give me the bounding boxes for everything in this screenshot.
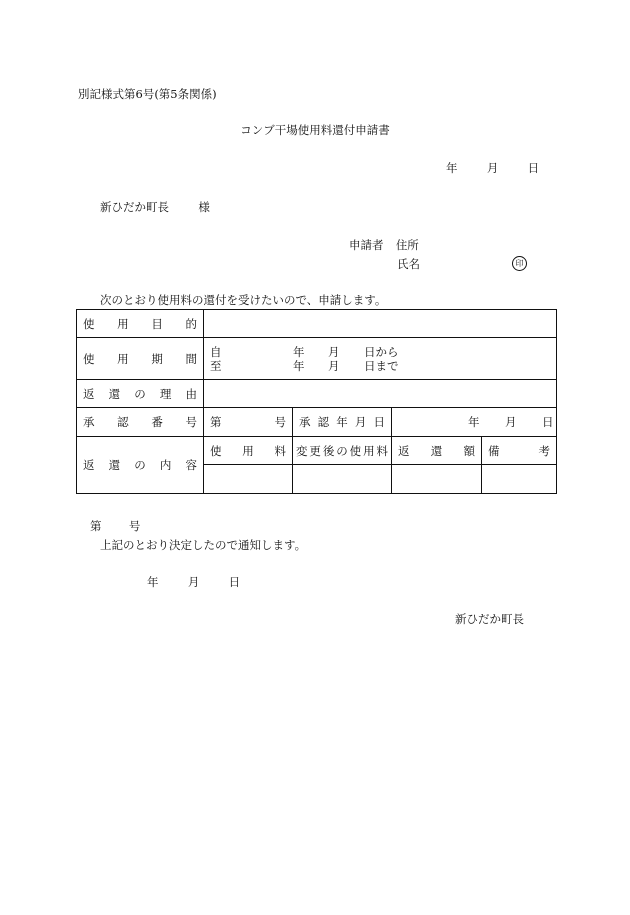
row-reason — [77, 380, 557, 408]
reason-field[interactable] — [204, 380, 557, 408]
applicant-name-label: 氏名 — [397, 257, 420, 271]
approval-date-month: 月 — [505, 415, 517, 429]
header-refund-amount: 返還額 — [398, 443, 475, 458]
notice-issuer: 新ひだか町長 — [455, 612, 524, 626]
notice-number-prefix: 第 — [90, 519, 102, 533]
notice-number-suffix: 号 — [128, 519, 141, 533]
notice-number — [90, 518, 140, 534]
addressee-honorific: 様 — [198, 200, 210, 214]
period-from-prefix: 自 — [210, 344, 222, 359]
addressee-name: 新ひだか町長 — [100, 200, 169, 214]
changed-fee-field[interactable] — [293, 465, 392, 494]
approval-number-field[interactable] — [204, 408, 293, 437]
approval-number-suffix: 号 — [274, 415, 286, 429]
purpose-field[interactable] — [204, 310, 557, 338]
header-remarks: 備考 — [488, 443, 550, 458]
approval-date-year: 年 — [468, 415, 480, 429]
period-field[interactable] — [204, 338, 557, 380]
approval-number-prefix: 第 — [210, 415, 222, 429]
approval-date-day: 日 — [542, 415, 554, 429]
period-label: 使用期間 — [83, 351, 197, 366]
row-approval — [77, 408, 557, 437]
period-to-suffix: 日まで — [364, 358, 399, 373]
notice-text: 上記のとおり決定したので通知します。 — [100, 538, 307, 552]
row-purpose — [77, 310, 557, 338]
approval-number-label: 承認番号 — [83, 415, 197, 429]
addressee — [100, 199, 210, 215]
remarks-field[interactable] — [482, 465, 557, 494]
fee-field[interactable] — [204, 465, 293, 494]
intro-text: 次のとおり使用料の還付を受けたいので、申請します。 — [100, 293, 387, 307]
purpose-label: 使用目的 — [83, 316, 197, 331]
period-from-suffix: 日から — [364, 344, 399, 359]
date-month: 月 — [486, 161, 499, 175]
content-label: 返還の内容 — [83, 458, 197, 472]
approval-date-field[interactable] — [392, 408, 557, 437]
application-date — [446, 160, 539, 176]
date-day: 日 — [527, 161, 540, 175]
refund-table — [76, 309, 557, 494]
row-period — [77, 338, 557, 380]
period-to-prefix: 至 — [210, 358, 222, 373]
notice-date — [147, 574, 240, 590]
date-year: 年 — [446, 161, 458, 175]
period-from-month: 月 — [328, 344, 340, 359]
header-fee: 使用料 — [210, 443, 286, 458]
reason-label: 返還の理由 — [83, 386, 197, 401]
notice-date-year: 年 — [147, 575, 159, 589]
period-to-month: 月 — [328, 358, 340, 373]
period-to-year: 年 — [293, 358, 305, 373]
applicant-address-label: 住所 — [395, 238, 419, 252]
document-title: コンブ干場使用料還付申請書 — [240, 123, 390, 137]
header-changed-fee: 変更後の使用料 — [296, 443, 388, 458]
seal-icon: 印 — [512, 255, 527, 271]
applicant-address-line — [349, 237, 419, 253]
approval-date-label: 承認年月日 — [299, 415, 385, 429]
applicant-label: 申請者 — [349, 238, 384, 252]
notice-date-day: 日 — [228, 575, 241, 589]
notice-date-month: 月 — [187, 575, 200, 589]
row-content-headers — [77, 437, 557, 465]
form-reference: 別記様式第6号(第5条関係) — [78, 87, 217, 101]
refund-amount-field[interactable] — [392, 465, 482, 494]
period-from-year: 年 — [293, 344, 305, 359]
